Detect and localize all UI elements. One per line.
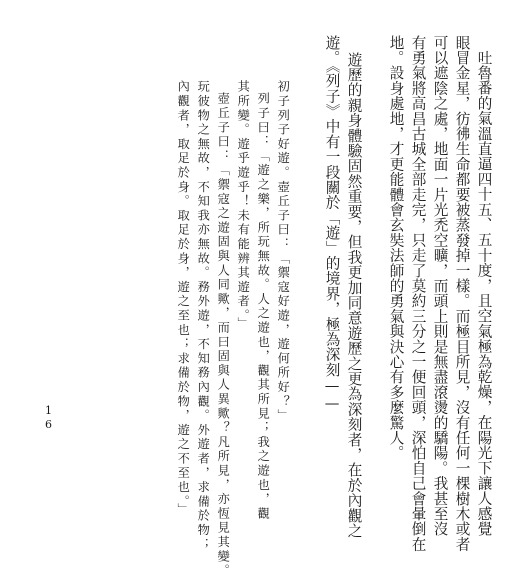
quote-column-4: 壺丘子曰：「禦寇之遊固與人同歟，而曰固與人異歟？凡所見，亦恆見其變。 <box>216 92 231 578</box>
text-column-4: 有勇氣將高昌古城全部走完，只走了莫約三分之一便回頭，深怕自己會暈倒在 <box>409 35 427 552</box>
text-column-7: 遊。《列子》中有一段關於「遊」的境界，極為深刻—— <box>323 35 341 413</box>
quote-column-3: 其所變。遊乎遊乎！未有能辨其遊者。」 <box>236 80 251 332</box>
quote-column-2: 列子曰：「遊之樂，所玩無故。人之遊也，觀其所見；我之遊也，觀 <box>256 92 271 521</box>
quote-column-5: 玩彼物之無故，不知我亦無故。務外遊，不知務內觀。外遊者，求備於物； <box>196 80 211 552</box>
text-column-1: 吐魯番的氣溫直逼四十五、五十度，且空氣極為乾燥，在陽光下讓人感覺 <box>475 50 493 537</box>
text-column-3: 可以遮陰之處，地面一片光禿空曠，而頭上則是無盡滾燙的驕陽。我甚至沒 <box>431 35 449 537</box>
quote-column-6: 內觀者，取足於身。取足於身，遊之至也；求備於物，遊之不至也。」 <box>176 80 191 518</box>
page-number: 16 <box>42 404 55 432</box>
text-column-6: 遊歷的親身體驗固然重要，但我更加同意遊歷之更為深刻者，在於內觀之 <box>345 52 363 539</box>
text-column-2: 眼冒金星，彷彿生命都要被蒸發掉一樣。而極目所見，沒有任何一棵樹木或者 <box>453 35 471 552</box>
quote-column-1: 初子列子好遊。壺丘子曰：「禦寇好遊，遊何所好？」 <box>276 80 291 424</box>
text-column-5: 地。設身處地，才更能體會玄奘法師的勇氣與決心有多麼驚人。 <box>387 35 405 461</box>
